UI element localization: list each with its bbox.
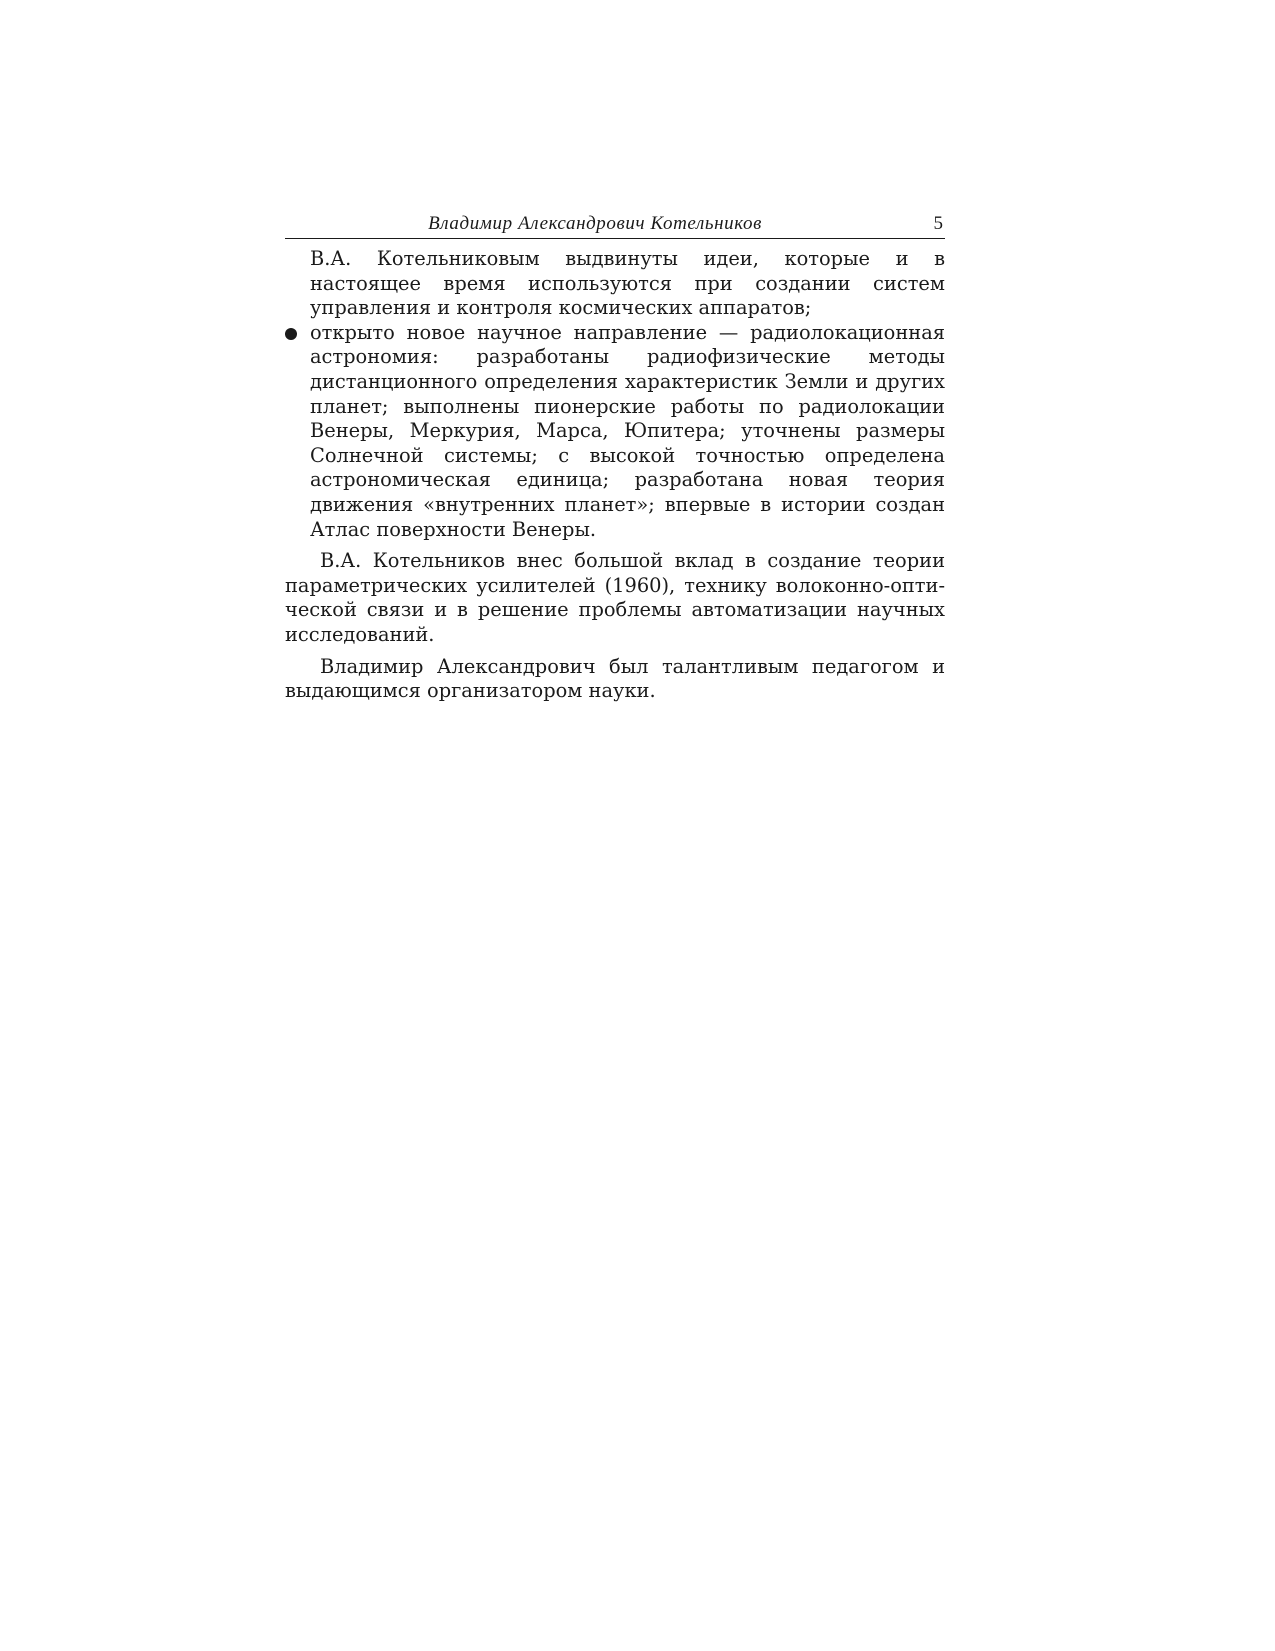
list-item — [285, 321, 945, 542]
page-number: 5 — [933, 213, 943, 234]
running-header — [285, 212, 945, 239]
body-text — [285, 247, 945, 704]
paragraph: В.А. Котельников внес большой вклад в создание теории параметрических усилителей (1960), технику волоконно-оптической связи и в решение проблемы автоматизации научных исследований. — [285, 549, 945, 646]
running-title: Владимир Александрович Котельников — [428, 213, 762, 234]
book-page — [285, 212, 945, 704]
list-item-text: открыто новое научное направление — радиолокационная астрономия: разработаны радиофизические методы дистанционного определения характеристик Земли и других планет; выполнены пионерские работы по радиолокации Венеры, Меркурия, Марса, Юпитера; уточнены размеры Солнечной системы; с высокой точностью определена астрономическая единица; разработана новая теория движения «внутренних планет»; впервые в истории создан Атлас поверхности Венеры. — [310, 320, 945, 541]
bullet-icon — [285, 328, 297, 340]
list-item-continuation: В.А. Котельниковым выдвинуты идеи, которые и в настоящее время используются при создании систем управления и контроля космических аппаратов; — [310, 247, 945, 320]
paragraph: Владимир Александрович был талантливым педагогом и выдающимся организатором науки. — [285, 654, 945, 703]
